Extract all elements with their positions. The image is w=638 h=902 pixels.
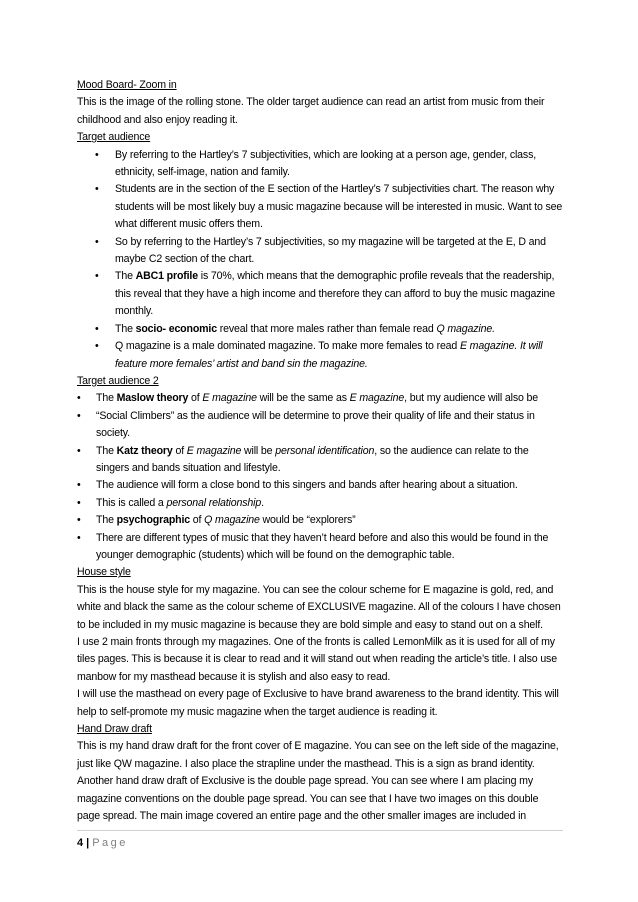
bullet-icon: • <box>77 392 81 405</box>
bullet-icon: • <box>77 531 81 544</box>
text-run: There are different types of music that they haven’t heard before and also this would be found in the younger demographic (students) which will be found on the demographic table. <box>96 531 549 561</box>
page-content <box>77 77 563 825</box>
list-item <box>77 321 563 338</box>
text-run: . <box>261 496 264 509</box>
text-run: personal relationship <box>166 496 262 509</box>
list-item <box>77 408 563 443</box>
list-item <box>77 181 563 233</box>
text-run: E magazine. It will feature more females’ artist and band sin the magazine. <box>115 340 543 370</box>
text-run: “Social Climbers” as the audience will be determine to prove their quality of life and their status in society. <box>96 409 535 440</box>
target-audience-2-list <box>77 390 563 564</box>
bullet-icon: • <box>95 235 99 248</box>
house-style-paragraph: I will use the masthead on every page of Exclusive to have brand awareness to the brand identity. This will help to self-promote my music magazine when the target audience is reading it. <box>77 688 559 718</box>
list-item <box>77 443 563 478</box>
list-item <box>77 495 563 512</box>
bullet-icon: • <box>77 409 81 422</box>
text-run: E magazine <box>349 392 405 405</box>
text-run: E magazine <box>202 392 257 405</box>
text-run: The audience will form a close bond to this singers and bands after hearing about a situation. <box>96 479 518 492</box>
hand-draw-paragraph: This is my hand draw draft for the front cover of E magazine. You can see on the left side of the magazine, just like QW magazine. I also place the strapline under the masthead. This is a sign as brand identity. <box>77 740 559 770</box>
bullet-icon: • <box>95 183 99 196</box>
text-run: would be “explorers” <box>259 514 356 527</box>
text-run: The <box>115 270 136 283</box>
hand-draw-paragraph: Another hand draw draft of Exclusive is the double page spread. You can see where I am placing my magazine conventions on the double page spread. You can see that I have two images on this double page spread. The main image covered an entire page and the other smaller images are included in <box>77 775 539 823</box>
text-run: The <box>96 392 117 405</box>
text-run: of <box>188 392 203 405</box>
text-run: By referring to the Hartley’s 7 subjectivities, which are looking at a person age, gender, class, ethnicity, self-image, nation and family. <box>115 148 537 179</box>
text-run: of <box>190 514 205 527</box>
bullet-icon: • <box>95 340 99 353</box>
house-style-paragraph: I use 2 main fronts through my magazines. One of the fronts is called LemonMilk as it is used for all of my tiles pages. This is because it is clear to read and it will stand out when reading the article’s title. I also use manbow for my masthead because it is stylish and also easy to read. <box>77 636 557 683</box>
text-run: E magazine <box>186 444 242 457</box>
text-run: reveal that more males rather than female read <box>216 322 437 335</box>
list-item <box>77 338 563 373</box>
bullet-icon: • <box>77 444 81 457</box>
list-item <box>77 234 563 269</box>
text-run: , but my audience will also be <box>404 392 538 405</box>
text-run: Q magazine. <box>436 322 495 335</box>
list-item <box>77 530 563 565</box>
text-run: is 70%, which means that the demographic profile reveals that the readership, this reveal that they have a high income and therefore they can afford to buy the music magazine monthly. <box>115 270 556 318</box>
bullet-icon: • <box>95 148 99 161</box>
house-style-paragraph: This is the house style for my magazine. You can see the colour scheme for E magazine is gold, red, and white and black the same as the colour scheme of EXCLUSIVE magazine. All of the colours I have chosen to be included in my music magazine is because they are bold simple and easy to stand out on a shelf. <box>77 583 561 631</box>
footer-divider <box>77 830 563 831</box>
text-run: Students are in the section of the E section of the Hartley’s 7 subjectivities chart. The reason why students will be most likely buy a music magazine because will be interested in music. Want to see what different music offers them. <box>115 183 563 231</box>
list-item <box>77 477 563 494</box>
page-label: Page <box>92 837 128 849</box>
bullet-icon: • <box>95 322 99 335</box>
text-run: So by referring to the Hartley’s 7 subjectivities, so my magazine will be targeted at the E, D and maybe C2 section of the chart. <box>115 235 546 266</box>
text-run: socio- economic <box>135 322 217 335</box>
bullet-icon: • <box>77 479 81 492</box>
list-item <box>77 390 563 407</box>
target-audience-heading: Target audience <box>77 131 151 144</box>
text-run: personal identification <box>275 444 375 457</box>
text-run: Katz theory <box>116 444 173 457</box>
target-audience-list <box>77 147 563 373</box>
text-run: , so the audience can relate to the singers and bands situation and lifestyle. <box>96 444 529 474</box>
text-run: psychographic <box>116 514 191 527</box>
list-item <box>77 147 563 182</box>
target-audience-2-heading: Target audience 2 <box>77 374 159 387</box>
text-run: The <box>96 444 117 457</box>
moodboard-heading: Mood Board- Zoom in <box>77 79 177 91</box>
text-run: Q magazine <box>204 514 260 527</box>
bullet-icon: • <box>95 270 99 283</box>
footer-separator: | <box>86 837 90 849</box>
page-footer <box>77 836 128 850</box>
page-number: 4 <box>77 837 84 849</box>
text-run: ABC1 profile <box>135 270 198 283</box>
text-run: The <box>115 322 136 335</box>
bullet-icon: • <box>77 496 81 509</box>
house-style-heading: House style <box>77 566 131 579</box>
text-run: will be <box>241 444 276 457</box>
text-run: of <box>172 444 187 457</box>
list-item <box>77 268 563 320</box>
text-run: Q magazine is a male dominated magazine. To make more females to read <box>115 340 460 353</box>
text-run: This is called a <box>96 496 167 509</box>
list-item <box>77 512 563 529</box>
bullet-icon: • <box>77 514 81 527</box>
text-run: Maslow theory <box>116 392 189 405</box>
text-run: will be the same as <box>256 392 350 405</box>
text-run: The <box>96 514 117 527</box>
hand-draw-heading: Hand Draw draft <box>77 723 152 736</box>
moodboard-paragraph: This is the image of the rolling stone. The older target audience can read an artist from music from their childhood and also enjoy reading it. <box>77 96 545 126</box>
